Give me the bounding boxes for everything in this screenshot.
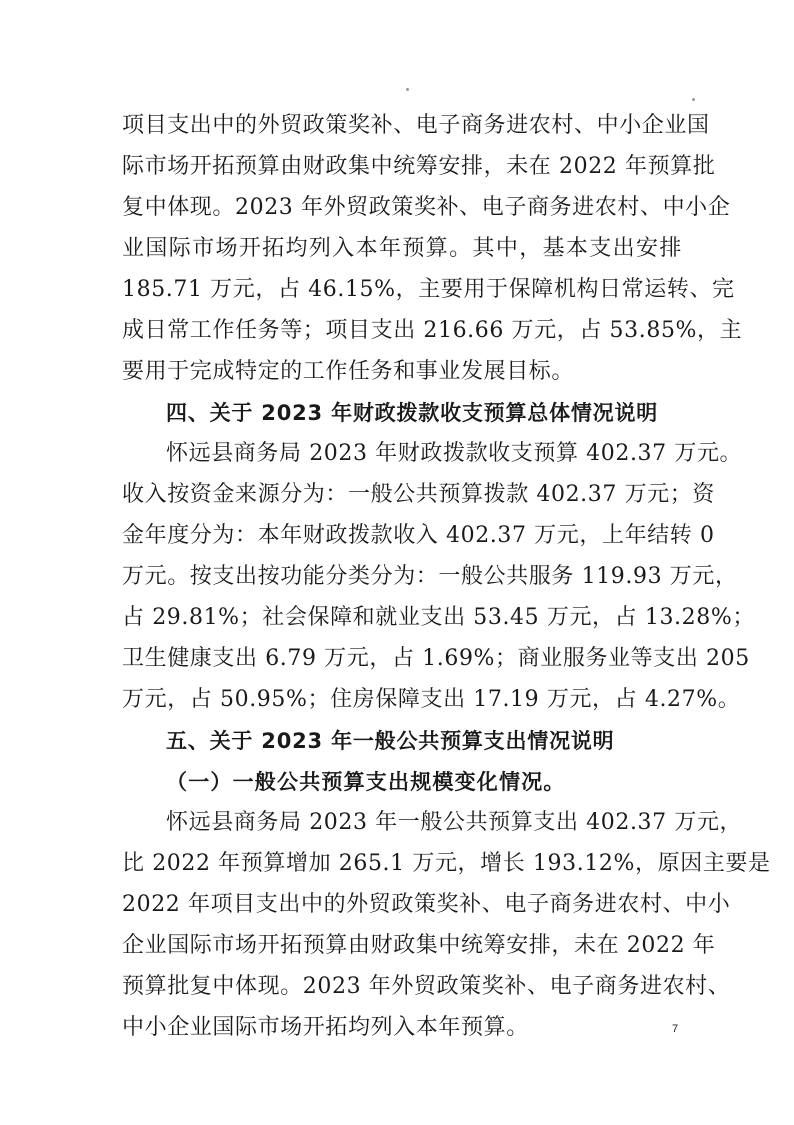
paragraph-line: 金年度分为：本年财政拨款收入 402.37 万元，上年结转 0 xyxy=(122,523,715,548)
scan-speck xyxy=(406,88,409,91)
paragraph-line: 万元。按支出按功能分类分为：一般公共服务 119.93 万元， xyxy=(122,564,738,589)
paragraph-line: 占 29.81%；社会保障和就业支出 53.45 万元，占 13.28%； xyxy=(122,605,755,630)
paragraph-line: 项目支出中的外贸政策奖补、电子商务进农村、中小企业国 xyxy=(122,113,710,138)
paragraph-line: 怀远县商务局 2023 年财政拨款收支预算 402.37 万元。 xyxy=(166,441,743,466)
section-heading-5: 五、关于 2023 年一般公共预算支出情况说明 xyxy=(166,729,615,753)
paragraph-line: 卫生健康支出 6.79 万元，占 1.69%；商业服务业等支出 205 xyxy=(122,646,750,671)
paragraph-line: 比 2022 年预算增加 265.1 万元，增长 193.12%，原因主要是 xyxy=(122,851,771,876)
paragraph-line: 中小企业国际市场开拓均列入本年预算。 xyxy=(122,1015,529,1040)
subsection-heading-1: （一）一般公共预算支出规模变化情况。 xyxy=(166,770,566,794)
paragraph-line: 要用于完成特定的工作任务和事业发展目标。 xyxy=(122,359,575,384)
paragraph-line: 收入按资金来源分为：一般公共预算拨款 402.37 万元；资 xyxy=(122,482,715,507)
paragraph-line: 复中体现。2023 年外贸政策奖补、电子商务进农村、中小企 xyxy=(122,195,731,220)
paragraph-line: 2022 年项目支出中的外贸政策奖补、电子商务进农村、中小 xyxy=(122,892,731,917)
page-number: 7 xyxy=(672,1023,679,1035)
section-heading-4: 四、关于 2023 年财政拨款收支预算总体情况说明 xyxy=(166,401,659,425)
paragraph-line: 成日常工作任务等；项目支出 216.66 万元，占 53.85%，主 xyxy=(122,318,743,343)
paragraph-line: 预算批复中体现。2023 年外贸政策奖补、电子商务进农村、 xyxy=(122,974,731,999)
paragraph-line: 际市场开拓预算由财政集中统筹安排，未在 2022 年预算批 xyxy=(122,154,716,179)
paragraph-line: 企业国际市场开拓预算由财政集中统筹安排，未在 2022 年 xyxy=(122,933,716,958)
paragraph-line: 怀远县商务局 2023 年一般公共预算支出 402.37 万元， xyxy=(166,810,743,835)
scan-speck xyxy=(692,98,695,101)
paragraph-line: 185.71 万元，占 46.15%，主要用于保障机构日常运转、完 xyxy=(122,277,735,302)
paragraph-line: 业国际市场开拓均列入本年预算。其中，基本支出安排 xyxy=(122,236,682,261)
paragraph-line: 万元，占 50.95%；住房保障支出 17.19 万元，占 4.27%。 xyxy=(122,687,741,712)
